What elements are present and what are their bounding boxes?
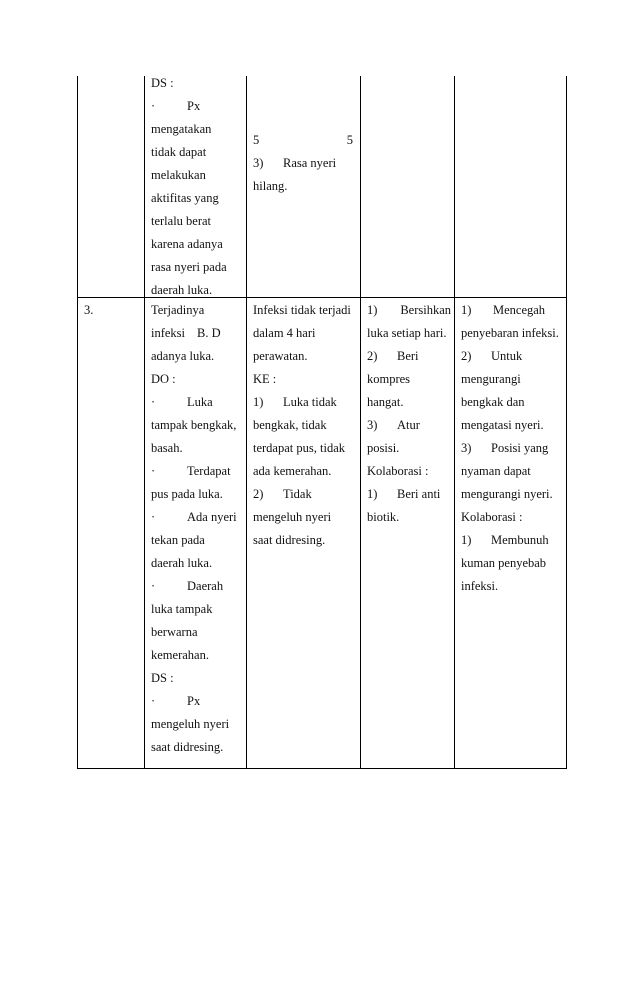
text-line: [151, 575, 243, 598]
bullet: ·: [151, 694, 156, 708]
list-number: 1): [367, 487, 378, 501]
text-line: bengkak, tidak: [253, 418, 327, 432]
text-line: adanya luka.: [151, 349, 215, 363]
list-number: 2): [367, 349, 378, 363]
text-line: mengurangi nyeri.: [461, 487, 553, 501]
text-fragment: 5: [346, 133, 353, 147]
column-divider-2: [246, 76, 247, 769]
diagnosis-cell: [151, 299, 243, 759]
text-line: [253, 391, 357, 414]
text-line: [151, 95, 241, 118]
text-line: Infeksi tidak terjadi: [253, 303, 351, 317]
text-line: Kolaborasi :: [461, 510, 523, 524]
text-line: [151, 460, 243, 483]
text-fragment: Mencegah: [493, 303, 546, 317]
prev-row-goal-cell: [253, 129, 353, 198]
text-line: [367, 299, 451, 322]
list-number: 1): [367, 303, 378, 317]
bullet: ·: [151, 464, 156, 478]
list-number: 3): [461, 441, 472, 455]
text-line: KE :: [253, 372, 277, 386]
text-line: karena adanya: [151, 237, 223, 251]
text-fragment: B. D: [197, 326, 221, 340]
text-line: DO :: [151, 372, 176, 386]
text-line: [151, 690, 243, 713]
intervention-cell: [367, 299, 451, 529]
text-line: [461, 437, 563, 460]
text-line: mengeluh nyeri: [253, 510, 332, 524]
text-line: [253, 152, 353, 175]
text-fragment: infeksi: [151, 326, 186, 340]
text-line: [151, 506, 243, 529]
text-line: daerah luka.: [151, 283, 213, 297]
text-line: Kolaborasi :: [367, 464, 429, 478]
text-fragment: Px: [187, 694, 201, 708]
text-line: mengurangi: [461, 372, 521, 386]
text-line: hangat.: [367, 395, 404, 409]
text-line: nyaman dapat: [461, 464, 531, 478]
column-divider-4: [454, 76, 455, 769]
text-line: posisi.: [367, 441, 400, 455]
text-line: pus pada luka.: [151, 487, 223, 501]
text-line: kuman penyebab: [461, 556, 547, 570]
bullet: ·: [151, 395, 156, 409]
bullet: ·: [151, 99, 156, 113]
text-line: DS :: [151, 76, 174, 90]
text-fragment: Beri anti: [397, 487, 441, 501]
text-line: [151, 322, 243, 345]
text-line: [367, 483, 451, 506]
text-line: bengkak dan: [461, 395, 525, 409]
text-line: mengeluh nyeri: [151, 717, 230, 731]
text-line: dalam 4 hari: [253, 326, 316, 340]
text-line: penyebaran infeksi.: [461, 326, 559, 340]
text-line: daerah luka.: [151, 556, 213, 570]
text-line: [367, 345, 451, 368]
text-line: [253, 483, 357, 506]
text-fragment: Beri: [397, 349, 419, 363]
text-fragment: Luka tidak: [283, 395, 337, 409]
list-number: 2): [461, 349, 472, 363]
text-fragment: Membunuh: [491, 533, 549, 547]
row-number: 3.: [84, 303, 94, 317]
row-number-cell: [84, 299, 93, 322]
text-line: kemerahan.: [151, 648, 209, 662]
text-line: [151, 391, 243, 414]
text-fragment: 5: [253, 133, 260, 147]
prev-row-diagnosis-cell: [151, 72, 241, 302]
text-fragment: Atur: [397, 418, 420, 432]
text-fragment: Terdapat: [187, 464, 231, 478]
text-fragment: Px: [187, 99, 201, 113]
text-line: mengatakan: [151, 122, 212, 136]
column-divider-3: [360, 76, 361, 769]
text-line: [367, 414, 451, 437]
text-line: [253, 129, 353, 152]
text-line: tampak bengkak,: [151, 418, 237, 432]
text-fragment: Ada nyeri: [187, 510, 237, 524]
text-line: basah.: [151, 441, 183, 455]
text-line: [461, 299, 563, 322]
bullet: ·: [151, 579, 156, 593]
text-line: ada kemerahan.: [253, 464, 332, 478]
text-fragment: Posisi yang: [491, 441, 549, 455]
list-number: 2): [253, 487, 264, 501]
text-fragment: Tidak: [283, 487, 312, 501]
text-line: kompres: [367, 372, 411, 386]
column-divider-1: [144, 76, 145, 769]
text-line: Terjadinya: [151, 303, 205, 317]
text-line: melakukan: [151, 168, 206, 182]
text-line: infeksi.: [461, 579, 499, 593]
text-line: saat didresing.: [151, 740, 224, 754]
text-line: aktifitas yang: [151, 191, 219, 205]
text-line: berwarna: [151, 625, 198, 639]
text-line: tekan pada: [151, 533, 205, 547]
text-line: terlalu berat: [151, 214, 212, 228]
text-line: biotik.: [367, 510, 400, 524]
goal-criteria-cell: [253, 299, 357, 552]
list-number: 1): [461, 303, 472, 317]
text-fragment: Daerah: [187, 579, 224, 593]
table-border-bottom: [77, 768, 567, 769]
table-border-left: [77, 76, 78, 769]
list-number: 1): [253, 395, 264, 409]
text-line: perawatan.: [253, 349, 308, 363]
rationale-cell: [461, 299, 563, 598]
text-fragment: Bersihkan: [400, 303, 451, 317]
text-line: DS :: [151, 671, 174, 685]
text-fragment: Rasa nyeri: [283, 156, 337, 170]
text-fragment: Luka: [187, 395, 213, 409]
text-line: rasa nyeri pada: [151, 260, 227, 274]
list-number: 1): [461, 533, 472, 547]
text-line: tidak dapat: [151, 145, 207, 159]
table-border-right: [566, 76, 567, 769]
list-number: 3): [367, 418, 378, 432]
bullet: ·: [151, 510, 156, 524]
text-line: luka tampak: [151, 602, 213, 616]
text-line: terdapat pus, tidak: [253, 441, 345, 455]
text-line: saat didresing.: [253, 533, 326, 547]
text-line: [461, 345, 563, 368]
list-number: 3): [253, 156, 264, 170]
text-line: [461, 529, 563, 552]
text-line: hilang.: [253, 179, 288, 193]
text-line: luka setiap hari.: [367, 326, 447, 340]
text-line: mengatasi nyeri.: [461, 418, 544, 432]
text-fragment: Untuk: [491, 349, 523, 363]
